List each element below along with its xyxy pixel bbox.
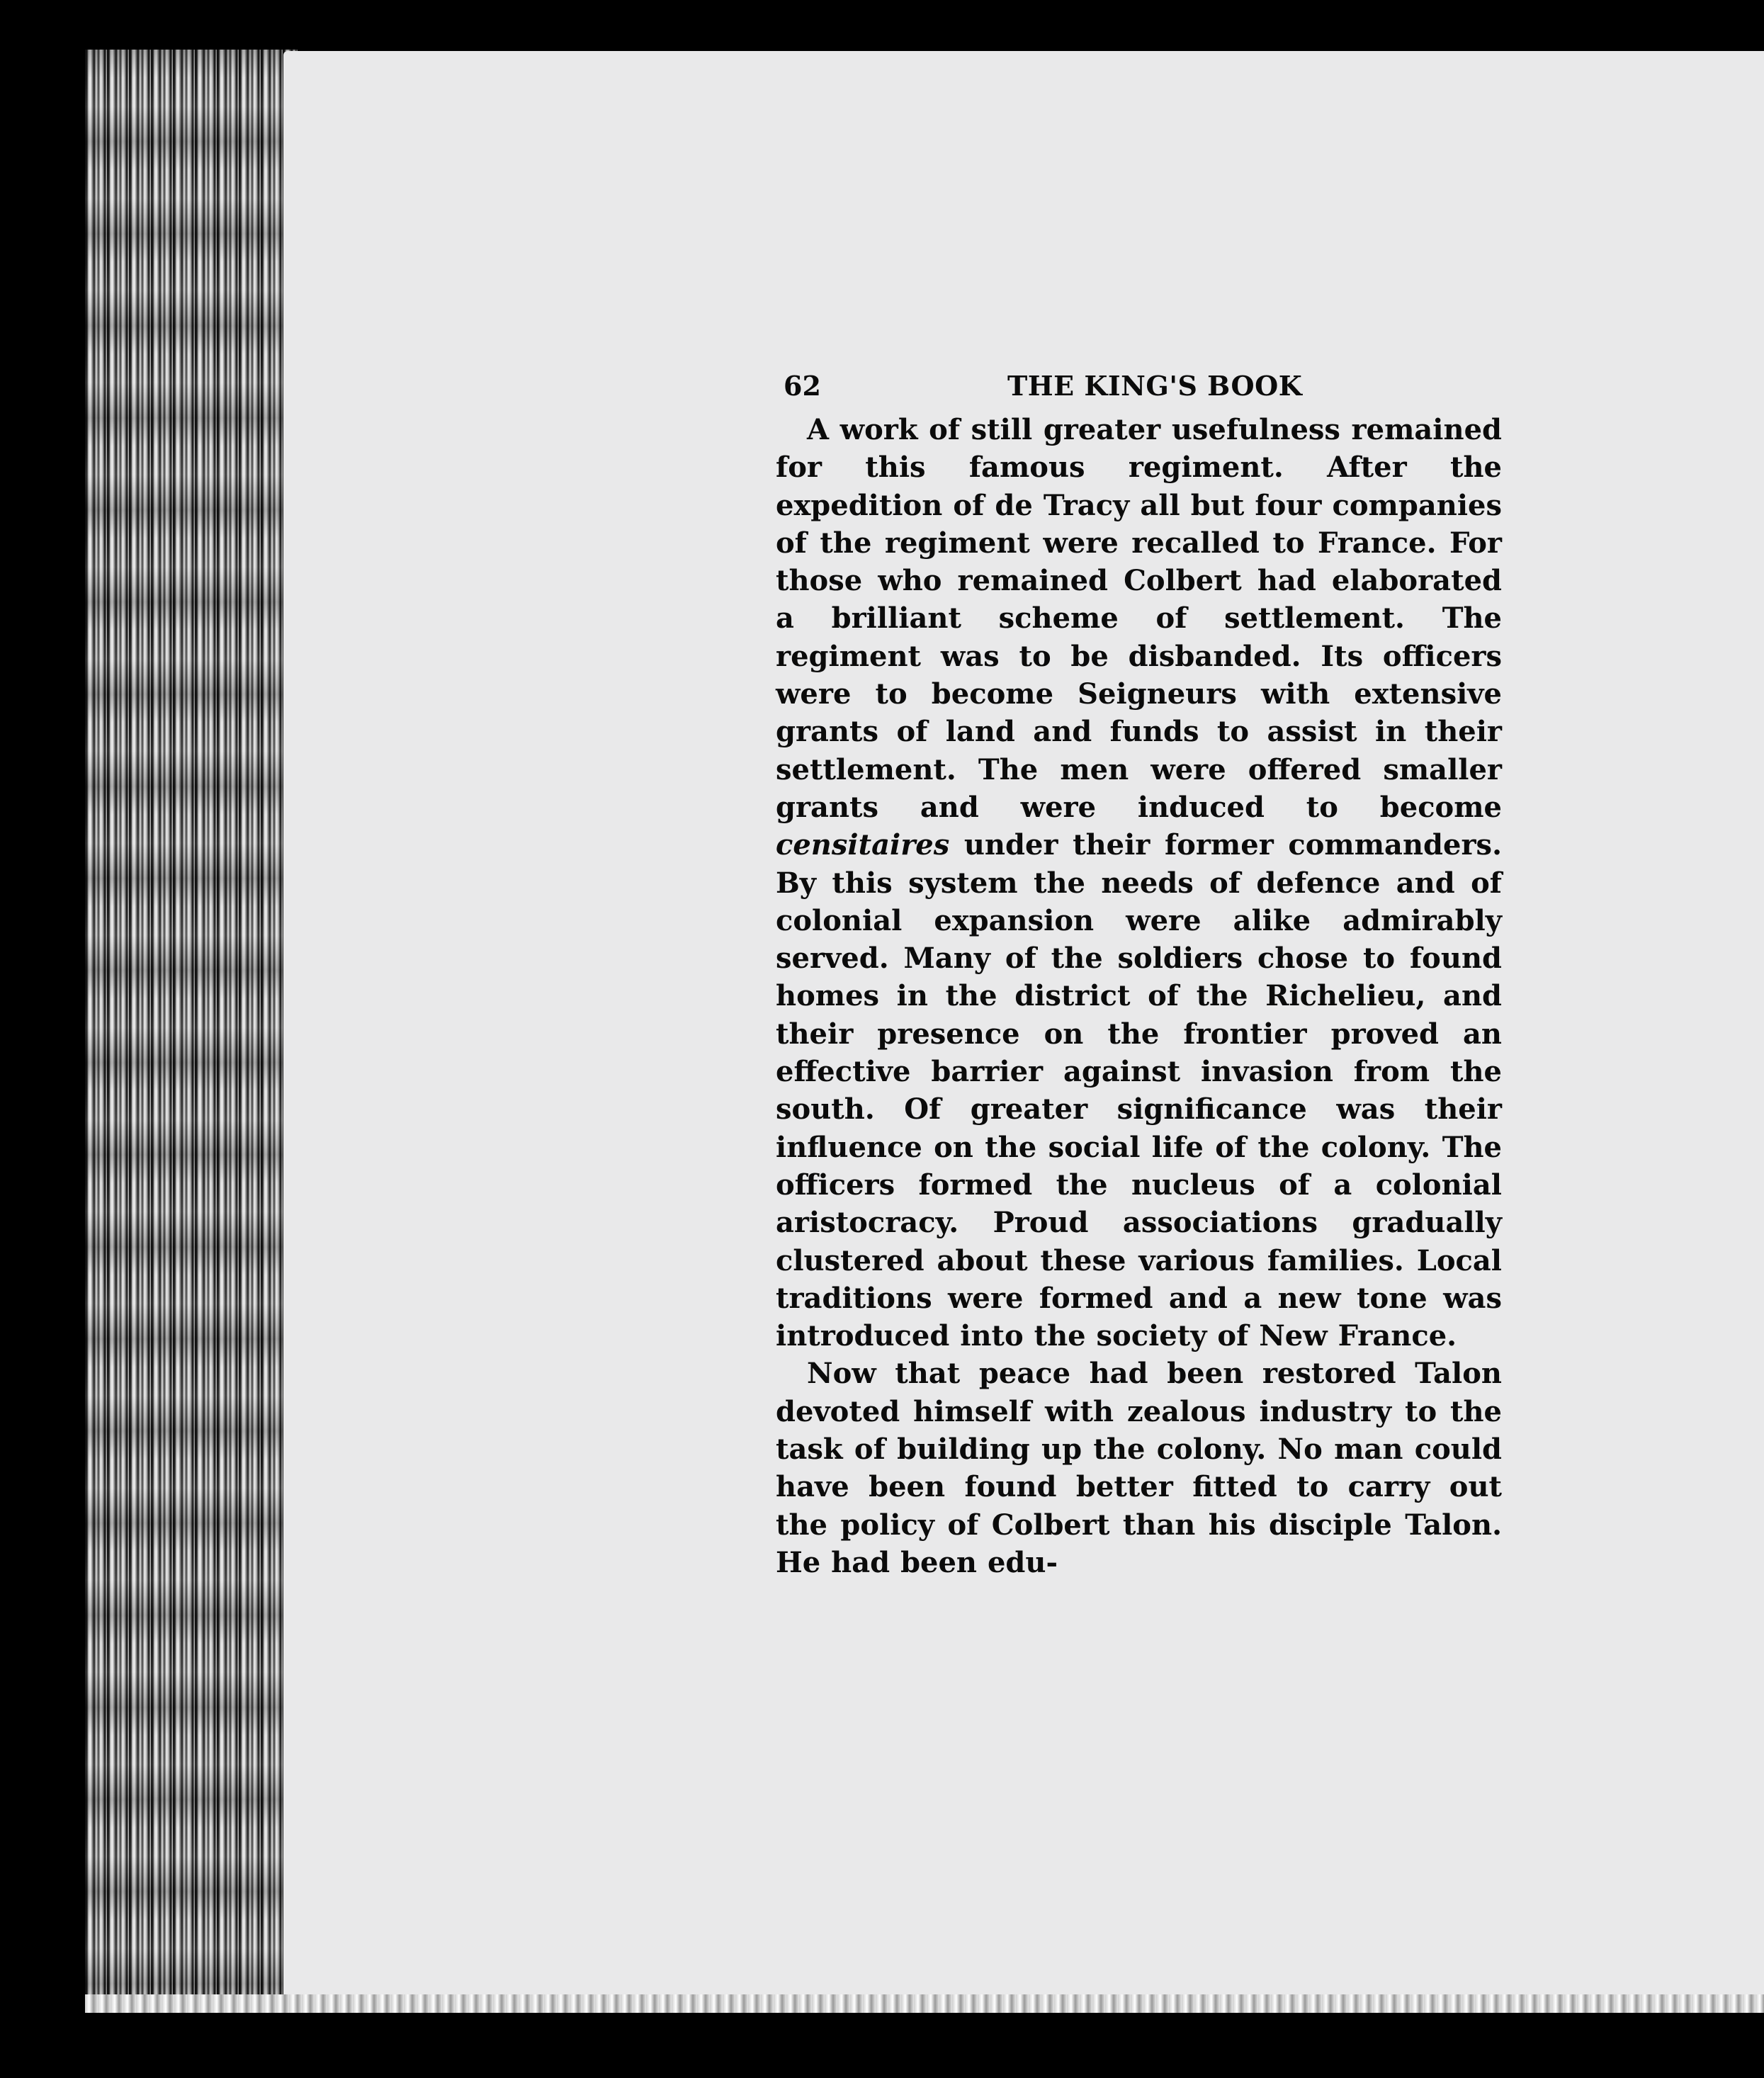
paragraph-2: [776, 1355, 1502, 1581]
running-title: THE KING'S BOOK: [1007, 370, 1303, 402]
paragraph-1: [776, 411, 1502, 1355]
italic-term: censitaires: [776, 828, 950, 862]
paragraph-1-text-b: under their former commanders. By this system the needs of defence and of colonial expansion were alike admirably served. Many of the soldiers chose to found homes in the district of the Richelieu, and their presence on the frontier proved an effective barrier against invasion from the south. Of greater significance was their influence on the social life of the colony. The officers formed the nucleus of a colonial aristocracy. Proud associations gradually clustered about these various families. Local traditions were formed and a new tone was introduced into the society of New France.: [776, 828, 1502, 1353]
paragraph-2-text: Now that peace had been restored Talon devoted himself with zealous industry to the task of building up the colony. No man could have been found better fitted to carry out the policy of Colbert than his disciple Talon. He had been edu-: [776, 1357, 1502, 1579]
page-number: 62: [784, 370, 821, 402]
paragraph-1-text-a: A work of still greater usefulness remained for this famous regiment. After the expedition of de Tracy all but four companies of the regiment were recalled to France. For those who remained Colbert had elaborated a brilliant scheme of settlement. The regiment was to be disbanded. Its officers were to become Seigneurs with extensive grants of land and funds to assist in their settlement. The men were offered smaller grants and were induced to become: [776, 413, 1502, 824]
text-block: [776, 368, 1502, 1581]
book-bottom-edge: [85, 1994, 1764, 2013]
running-head: [776, 368, 1502, 411]
book-page-edges: [85, 50, 298, 2012]
